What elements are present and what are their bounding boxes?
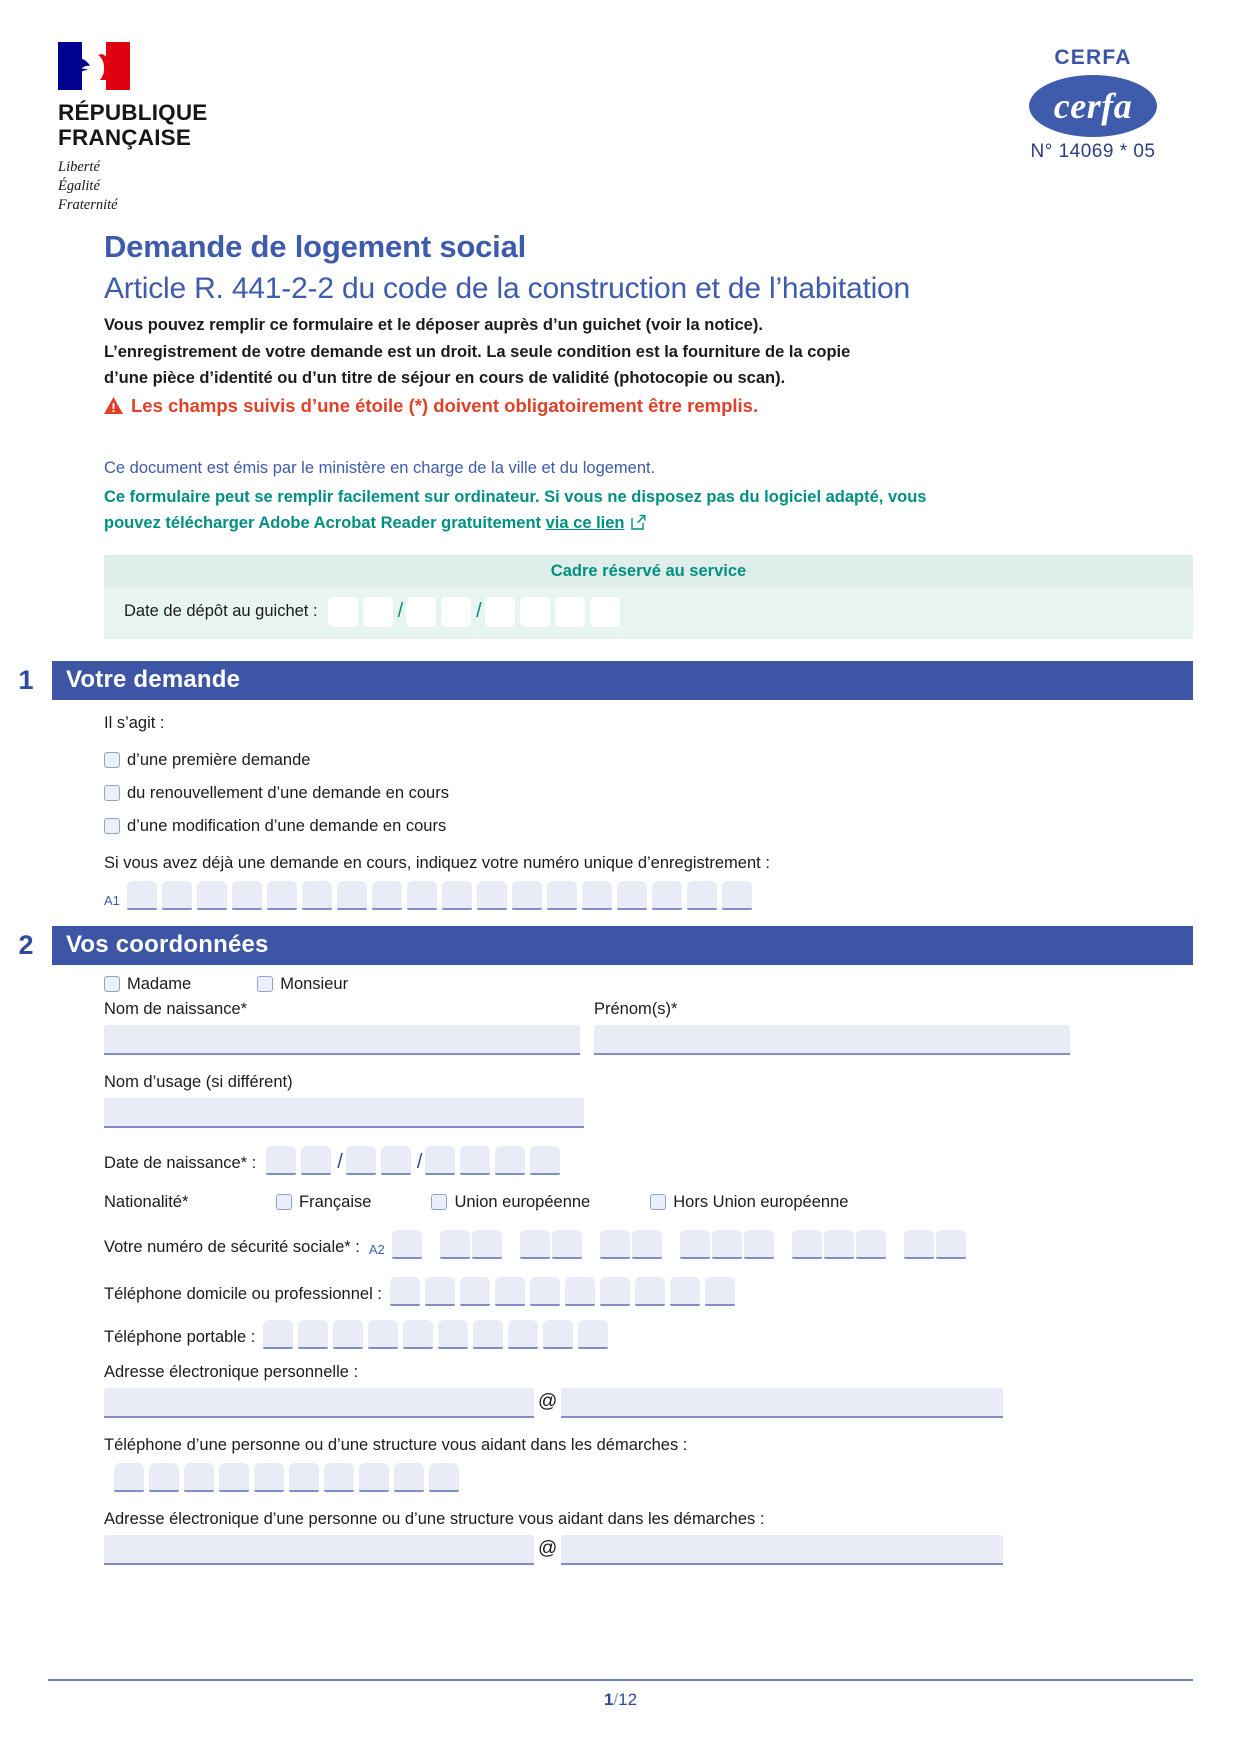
date-naissance-month-cell[interactable] bbox=[346, 1146, 376, 1175]
software-note-line-2: pouvez télécharger Adobe Acrobat Reader gratuitement bbox=[104, 514, 546, 533]
telephone-domicile-cell[interactable] bbox=[530, 1277, 560, 1306]
telephone-aidant-row bbox=[104, 1463, 1145, 1492]
date-depot-label: Date de dépôt au guichet : bbox=[124, 602, 318, 621]
telephone-aidant-cell[interactable] bbox=[184, 1463, 214, 1492]
telephone-portable-cell[interactable] bbox=[298, 1320, 328, 1349]
french-flag-marianne-icon bbox=[58, 42, 130, 90]
section-1 bbox=[0, 661, 1241, 910]
option-label: du renouvellement d’une demande en cours bbox=[127, 783, 449, 802]
field-key-a1: A1 bbox=[104, 892, 120, 908]
date-depot-cells[interactable] bbox=[328, 597, 625, 627]
telephone-portable-cell[interactable] bbox=[508, 1320, 538, 1349]
date-naissance-row bbox=[104, 1146, 1145, 1175]
date-naissance-day-cell[interactable] bbox=[301, 1146, 331, 1175]
telephone-aidant-cell[interactable] bbox=[254, 1463, 284, 1492]
warning-triangle-icon bbox=[104, 397, 123, 414]
software-note bbox=[104, 484, 1193, 537]
checkbox-hors-union-europeenne[interactable] bbox=[650, 1194, 666, 1210]
numero-unique-cell[interactable] bbox=[687, 881, 717, 910]
ssn-cell[interactable] bbox=[824, 1230, 854, 1259]
ssn-cell[interactable] bbox=[552, 1230, 582, 1259]
section-2-number: 2 bbox=[18, 929, 34, 960]
date-depot-year-cell[interactable] bbox=[520, 597, 550, 627]
nom-naissance-label: Nom de naissance* bbox=[104, 999, 248, 1018]
name-fields-row bbox=[104, 1025, 1145, 1055]
securite-sociale-label: Votre numéro de sécurité sociale* : bbox=[104, 1237, 360, 1256]
telephone-portable-label: Téléphone portable : bbox=[104, 1327, 256, 1346]
cerfa-logo-text: cerfa bbox=[1053, 86, 1133, 126]
section-1-number: 1 bbox=[18, 664, 34, 695]
email-personnel-row bbox=[104, 1388, 1145, 1418]
devise-fraternite: Fraternité bbox=[58, 197, 118, 214]
telephone-domicile-row bbox=[104, 1277, 1145, 1306]
telephone-domicile-cell[interactable] bbox=[635, 1277, 665, 1306]
ssn-cell[interactable] bbox=[936, 1230, 966, 1259]
date-naissance-label: Date de naissance* : bbox=[104, 1153, 257, 1172]
ssn-cell[interactable] bbox=[792, 1230, 822, 1259]
telephone-aidant-cell[interactable] bbox=[429, 1463, 459, 1492]
nationalite-row bbox=[104, 1193, 1145, 1212]
intro-line-3: d’une pièce d’identité ou d’un titre de séjour en cours de validité (photocopie ou scan). bbox=[104, 369, 786, 388]
telephone-aidant-cell[interactable] bbox=[149, 1463, 179, 1492]
numero-unique-cell[interactable] bbox=[232, 881, 262, 910]
ssn-cell[interactable] bbox=[744, 1230, 774, 1259]
ministry-note: Ce document est émis par le ministère en charge de la ville et du logement. bbox=[104, 458, 656, 477]
footer-divider bbox=[48, 1679, 1193, 1681]
intro-line-1: Vous pouvez remplir ce formulaire et le déposer auprès d’un guichet (voir la notice). bbox=[104, 315, 763, 334]
page-header bbox=[0, 0, 1241, 215]
telephone-aidant-cell[interactable] bbox=[324, 1463, 354, 1492]
ssn-cell[interactable] bbox=[472, 1230, 502, 1259]
option-label: d’une première demande bbox=[127, 750, 311, 769]
ssn-cell[interactable] bbox=[680, 1230, 710, 1259]
date-naissance-year-cell[interactable] bbox=[495, 1146, 525, 1175]
civility-label-monsieur: Monsieur bbox=[280, 974, 349, 993]
checkbox-union-europeenne[interactable] bbox=[431, 1194, 447, 1210]
numero-unique-cell[interactable] bbox=[652, 881, 682, 910]
ssn-cell[interactable] bbox=[856, 1230, 886, 1259]
cadre-reserve-au-service bbox=[104, 555, 1193, 639]
page-current: 1 bbox=[603, 1690, 614, 1709]
section-1-intro: Il s’agit : bbox=[104, 713, 165, 732]
numero-unique-cell[interactable] bbox=[197, 881, 227, 910]
date-naissance-day-cell[interactable] bbox=[266, 1146, 296, 1175]
nom-usage-label: Nom d’usage (si différent) bbox=[104, 1072, 293, 1091]
telephone-aidant-label: Téléphone d’une personne ou d’une structure vous aidant dans les démarches : bbox=[104, 1435, 688, 1454]
telephone-domicile-cell[interactable] bbox=[565, 1277, 595, 1306]
telephone-aidant-cell[interactable] bbox=[289, 1463, 319, 1492]
numero-unique-cell[interactable] bbox=[127, 881, 157, 910]
prenom-label: Prénom(s)* bbox=[594, 999, 678, 1018]
intro-line-2: L’enregistrement de votre demande est un droit. La seule condition est la fourniture de la copie bbox=[104, 342, 851, 361]
telephone-aidant-cell[interactable] bbox=[219, 1463, 249, 1492]
telephone-portable-cell[interactable] bbox=[473, 1320, 503, 1349]
prenom-input[interactable] bbox=[594, 1025, 1070, 1055]
page-separator: / bbox=[613, 1690, 619, 1709]
numero-unique-label: Si vous avez déjà une demande en cours, indiquez votre numéro unique d’enregistrement : bbox=[104, 853, 770, 872]
date-separator: / bbox=[476, 600, 482, 623]
date-depot-year-cell[interactable] bbox=[485, 597, 515, 627]
option-renouvellement[interactable] bbox=[104, 784, 1145, 803]
numero-unique-cell[interactable] bbox=[442, 881, 472, 910]
ssn-cell[interactable] bbox=[632, 1230, 662, 1259]
numero-unique-cell[interactable] bbox=[477, 881, 507, 910]
telephone-portable-cell[interactable] bbox=[403, 1320, 433, 1349]
telephone-domicile-cell[interactable] bbox=[425, 1277, 455, 1306]
acrobat-reader-link[interactable]: via ce lien bbox=[545, 514, 625, 533]
telephone-portable-cell[interactable] bbox=[263, 1320, 293, 1349]
devise-block bbox=[58, 158, 237, 215]
ssn-cell[interactable] bbox=[392, 1230, 422, 1259]
telephone-portable-row bbox=[104, 1320, 1145, 1349]
securite-sociale-row bbox=[104, 1230, 1145, 1259]
telephone-aidant-cell[interactable] bbox=[114, 1463, 144, 1492]
telephone-domicile-cell[interactable] bbox=[705, 1277, 735, 1306]
checkbox-madame[interactable] bbox=[104, 976, 120, 992]
option-label: d’une modification d’une demande en cours bbox=[127, 816, 447, 835]
external-link-icon[interactable] bbox=[630, 514, 646, 530]
cadre-reserve-wrapper bbox=[0, 555, 1241, 639]
checkbox-premiere-demande[interactable] bbox=[104, 752, 120, 768]
at-symbol: @ bbox=[538, 1391, 558, 1413]
numero-unique-cell[interactable] bbox=[337, 881, 367, 910]
telephone-aidant-cell[interactable] bbox=[394, 1463, 424, 1492]
ssn-cell[interactable] bbox=[712, 1230, 742, 1259]
cadre-body bbox=[104, 587, 1193, 639]
section-2-title: Vos coordonnées bbox=[52, 926, 1193, 965]
field-key-a2: A2 bbox=[368, 1241, 385, 1257]
numero-unique-cell[interactable] bbox=[162, 881, 192, 910]
page-number bbox=[48, 1690, 1193, 1710]
republique-line-2: FRANÇAISE bbox=[58, 125, 192, 151]
republique-francaise-logo bbox=[52, 42, 237, 215]
ssn-cell[interactable] bbox=[520, 1230, 550, 1259]
nationalite-option-label: Française bbox=[299, 1192, 372, 1211]
nationalite-label: Nationalité* bbox=[104, 1192, 189, 1211]
checkbox-monsieur[interactable] bbox=[257, 976, 273, 992]
checkbox-renouvellement[interactable] bbox=[104, 785, 120, 801]
civility-row bbox=[104, 975, 1145, 994]
section-2 bbox=[0, 926, 1241, 1565]
section-1-body bbox=[0, 714, 1193, 910]
date-naissance-year-cell[interactable] bbox=[530, 1146, 560, 1175]
checkbox-modification[interactable] bbox=[104, 818, 120, 834]
date-depot-month-cell[interactable] bbox=[441, 597, 471, 627]
intro-block bbox=[0, 229, 1241, 537]
ssn-cell[interactable] bbox=[904, 1230, 934, 1259]
option-premiere-demande[interactable] bbox=[104, 751, 1145, 770]
devise-liberte: Liberté bbox=[58, 158, 100, 175]
date-naissance-separator: / bbox=[337, 1150, 343, 1173]
checkbox-francaise[interactable] bbox=[276, 1194, 292, 1210]
republique-line-1: RÉPUBLIQUE bbox=[58, 100, 208, 125]
telephone-domicile-cell[interactable] bbox=[495, 1277, 525, 1306]
numero-unique-cell[interactable] bbox=[267, 881, 297, 910]
email-aidant-domain-input[interactable] bbox=[561, 1535, 1003, 1565]
ssn-cell[interactable] bbox=[600, 1230, 630, 1259]
email-personnel-label: Adresse électronique personnelle : bbox=[104, 1362, 359, 1381]
civility-label-madame: Madame bbox=[127, 974, 192, 993]
numero-unique-cell[interactable] bbox=[302, 881, 332, 910]
telephone-domicile-cell[interactable] bbox=[390, 1277, 420, 1306]
date-depot-day-cell[interactable] bbox=[328, 597, 358, 627]
email-personnel-domain-input[interactable] bbox=[561, 1388, 1003, 1418]
section-1-title: Votre demande bbox=[52, 661, 1193, 700]
telephone-portable-cell[interactable] bbox=[438, 1320, 468, 1349]
numero-unique-cell[interactable] bbox=[582, 881, 612, 910]
email-aidant-local-input[interactable] bbox=[104, 1535, 534, 1565]
date-naissance-month-cell[interactable] bbox=[381, 1146, 411, 1175]
date-depot-day-cell[interactable] bbox=[363, 597, 393, 627]
nationalite-option-label: Union européenne bbox=[454, 1192, 591, 1211]
numero-unique-cell[interactable] bbox=[407, 881, 437, 910]
section-2-body bbox=[0, 975, 1193, 1565]
page-total: 12 bbox=[618, 1690, 638, 1709]
telephone-portable-cell[interactable] bbox=[333, 1320, 363, 1349]
telephone-portable-cell[interactable] bbox=[543, 1320, 573, 1349]
email-aidant-row bbox=[104, 1535, 1145, 1565]
telephone-aidant-cell[interactable] bbox=[359, 1463, 389, 1492]
devise-egalite: Égalité bbox=[58, 177, 100, 194]
cerfa-logo-icon bbox=[1029, 75, 1157, 137]
telephone-domicile-cell[interactable] bbox=[670, 1277, 700, 1306]
numero-unique-cell[interactable] bbox=[722, 881, 752, 910]
name-labels-row bbox=[104, 1000, 1145, 1019]
telephone-domicile-cell[interactable] bbox=[460, 1277, 490, 1306]
cerfa-block bbox=[993, 46, 1193, 163]
option-modification[interactable] bbox=[104, 817, 1145, 836]
page-title: Demande de logement social bbox=[104, 229, 527, 265]
numero-unique-cell[interactable] bbox=[512, 881, 542, 910]
numero-unique-row[interactable] bbox=[104, 881, 1145, 910]
date-depot-year-cell[interactable] bbox=[590, 597, 620, 627]
section-1-header bbox=[0, 661, 1193, 700]
date-naissance-year-cell[interactable] bbox=[425, 1146, 455, 1175]
at-symbol: @ bbox=[538, 1538, 558, 1560]
nom-naissance-input[interactable] bbox=[104, 1025, 580, 1055]
nationalite-option-label: Hors Union européenne bbox=[673, 1192, 849, 1211]
telephone-portable-cell[interactable] bbox=[368, 1320, 398, 1349]
email-personnel-local-input[interactable] bbox=[104, 1388, 534, 1418]
date-naissance-separator: / bbox=[416, 1150, 423, 1173]
cerfa-wordmark: CERFA bbox=[1054, 46, 1132, 69]
warning-text: Les champs suivis d’une étoile (*) doivent obligatoirement être remplis. bbox=[131, 394, 759, 416]
numero-unique-cell[interactable] bbox=[372, 881, 402, 910]
telephone-portable-cell[interactable] bbox=[578, 1320, 608, 1349]
page-footer bbox=[48, 1679, 1193, 1710]
page-subtitle: Article R. 441-2-2 du code de la construction et de l’habitation bbox=[104, 272, 911, 306]
cerfa-number: N° 14069 * 05 bbox=[1030, 141, 1156, 162]
ssn-cell[interactable] bbox=[440, 1230, 470, 1259]
republique-label bbox=[58, 100, 237, 151]
date-separator: / bbox=[397, 600, 404, 623]
nom-usage-input[interactable] bbox=[104, 1098, 584, 1128]
telephone-domicile-label: Téléphone domicile ou professionnel : bbox=[104, 1284, 382, 1303]
cadre-title: Cadre réservé au service bbox=[104, 555, 1193, 587]
numero-unique-cell[interactable] bbox=[617, 881, 647, 910]
software-note-line-1: Ce formulaire peut se remplir facilement sur ordinateur. Si vous ne disposez pas du logiciel adapté, vous bbox=[104, 487, 927, 506]
email-aidant-label: Adresse électronique d’une personne ou d’une structure vous aidant dans les démarches : bbox=[104, 1509, 765, 1528]
telephone-domicile-cell[interactable] bbox=[600, 1277, 630, 1306]
section-2-header bbox=[0, 926, 1193, 965]
numero-unique-cell[interactable] bbox=[547, 881, 577, 910]
date-depot-year-cell[interactable] bbox=[555, 597, 585, 627]
date-depot-month-cell[interactable] bbox=[406, 597, 436, 627]
date-naissance-year-cell[interactable] bbox=[460, 1146, 490, 1175]
mandatory-fields-warning bbox=[104, 395, 1193, 417]
intro-paragraph bbox=[104, 312, 1193, 392]
